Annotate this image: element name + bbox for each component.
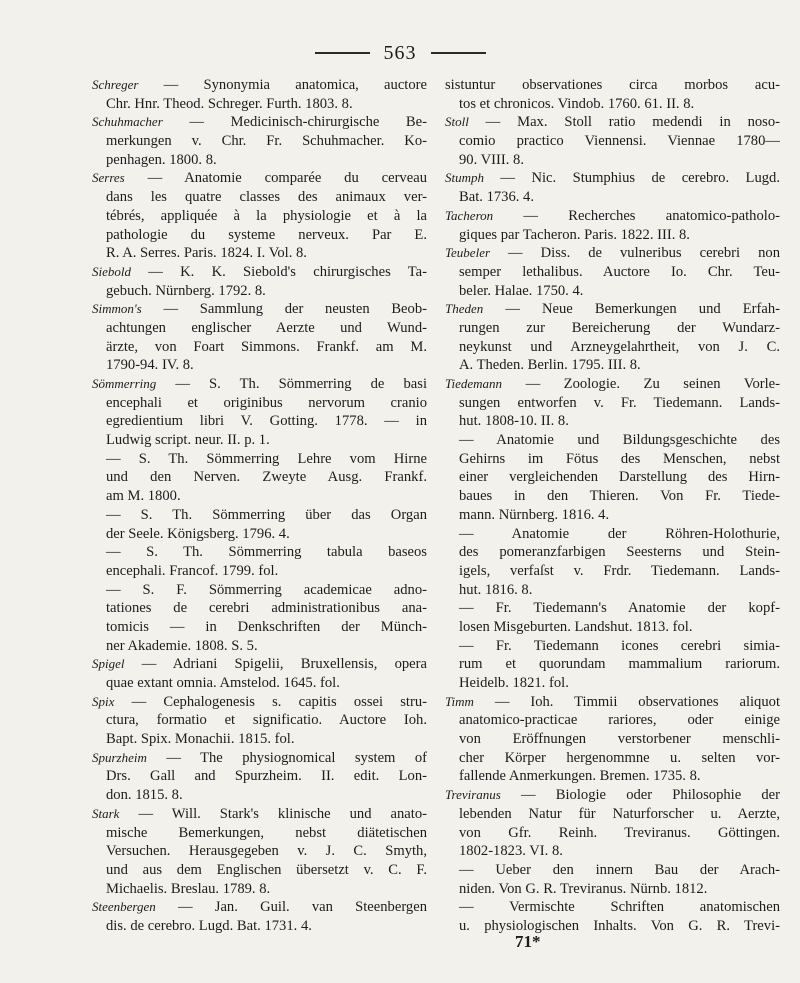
entry-text: — Diss. de vulneribus cerebri non (490, 245, 780, 262)
entry-headword: Schreger (92, 77, 139, 92)
text-line (92, 132, 427, 151)
text-line (445, 749, 780, 768)
entry-text: und den Nerven. Zweyte Ausg. Frankf. (106, 469, 427, 486)
entry-text: — Vermischte Schriften anatomischen (459, 899, 780, 916)
entry-text: mann. Nürnberg. 1816. 4. (459, 506, 610, 523)
entry-text: Gehirns im Fötus des Menschen, nebst (459, 450, 780, 467)
text-line (92, 356, 427, 375)
entry-text: lebenden Natur für Naturforscher u. Aerzte, (459, 805, 780, 822)
entry-text: — Jan. Guil. van Steenbergen (155, 899, 427, 916)
entry-headword: Stoll (445, 114, 469, 130)
text-line (445, 655, 780, 674)
entry-text: tationes de cerebri administrationibus ana- (106, 600, 427, 617)
entry-text: rum et quorundam mammalium rariorum. (459, 656, 780, 673)
entry-text: neykunst und Arzneygelahrtheit, von J. C. (459, 338, 780, 355)
text-line (445, 412, 780, 431)
entry-text: — Medicinisch-chirurgische Be- (162, 114, 427, 131)
text-line (92, 338, 427, 357)
entry-text: A. Theden. Berlin. 1795. III. 8. (459, 357, 641, 374)
text-line (445, 861, 780, 880)
entry-text: ctura, formatio et significatio. Auctore Ioh. (106, 712, 427, 729)
text-line (445, 263, 780, 282)
entry-text: — Will. Stark's klinische und anato- (119, 805, 427, 822)
entry-text: semper lethalibus. Auctore Io. Chr. Teu- (459, 263, 780, 280)
entry-text: merkungen v. Chr. Fr. Schuhmacher. Ko- (106, 133, 427, 150)
entry-text: — Biologie oder Philosophie der (500, 787, 780, 804)
entry-headword: Spurzheim (92, 749, 147, 765)
entry-text: — Recherches anatomico-patholo- (493, 207, 780, 224)
entry-text: Drs. Gall and Spurzheim. II. edit. Lon- (106, 768, 427, 785)
entry-text: cher Körper hergenommne u. selten vor- (459, 749, 780, 766)
entry-text: ner Akademie. 1808. S. 5. (106, 637, 258, 654)
text-line (445, 151, 780, 170)
entry-text: — Zoologie. Zu seinen Vorle- (502, 376, 780, 392)
text-line (92, 263, 427, 282)
text-line (445, 375, 780, 394)
header-rule-right (431, 52, 486, 54)
entry-text: hut. 1816. 8. (459, 581, 533, 598)
text-line (92, 169, 427, 188)
text-line (445, 468, 780, 487)
entry-headword: Schuhmacher (92, 114, 163, 130)
entry-text: und aus dem Englischen übersetzt v. C. F. (106, 861, 427, 878)
entry-text: penhagen. 1800. 8. (106, 151, 217, 168)
text-line (92, 842, 427, 861)
text-line (92, 786, 427, 805)
text-line (445, 637, 780, 656)
entry-text: fallende Anmerkungen. Bremen. 1735. 8. (459, 768, 701, 785)
text-line (445, 356, 780, 375)
entry-text: Michaelis. Breslau. 1789. 8. (106, 880, 271, 897)
entry-text: — S. Th. Sömmerring über das Organ (106, 506, 427, 523)
entry-text: quae extant omnia. Amstelod. 1645. fol. (106, 675, 340, 691)
text-line (92, 487, 427, 506)
text-line (445, 880, 780, 899)
text-line (92, 394, 427, 413)
entry-text: 90. VIII. 8. (459, 151, 524, 168)
entry-text: baues in den Thieren. Von Fr. Tiede- (459, 488, 780, 505)
entry-text: encephali et originibus nervorum cranio (106, 394, 427, 411)
text-line (92, 711, 427, 730)
entry-text: R. A. Serres. Paris. 1824. I. Vol. 8. (106, 245, 307, 262)
text-line (445, 226, 780, 245)
signature-mark: 71* (515, 932, 541, 951)
entry-text: sungen entworfen v. Fr. Tiedemann. Lands- (459, 394, 780, 411)
text-line (92, 581, 427, 600)
text-line (92, 282, 427, 301)
text-line (92, 618, 427, 637)
entry-headword: Theden (445, 301, 484, 317)
entry-headword: Serres (92, 170, 125, 186)
text-line (445, 319, 780, 338)
text-line (92, 730, 427, 749)
text-line (92, 244, 427, 263)
entry-text: Bat. 1736. 4. (459, 189, 534, 206)
text-line (445, 730, 780, 749)
text-line (445, 244, 780, 263)
text-line (92, 824, 427, 843)
entry-headword: Timm (445, 693, 474, 709)
text-line (92, 431, 427, 450)
text-line (445, 842, 780, 861)
entry-text: encephali. Francof. 1799. fol. (106, 562, 279, 579)
entry-text: Heidelb. 1821. fol. (459, 675, 569, 691)
text-line (445, 487, 780, 506)
text-line (92, 450, 427, 469)
text-line (445, 506, 780, 525)
entry-text: dis. de cerebro. Lugd. Bat. 1731. 4. (106, 917, 312, 934)
entry-text: sistuntur observationes circa morbos acu- (445, 77, 780, 93)
entry-text: 1790-94. IV. 8. (106, 357, 194, 374)
entry-text: des pomeranzfarbigen Seesterns und Stein- (459, 544, 780, 561)
text-line (445, 300, 780, 319)
text-line (445, 207, 780, 226)
entry-text: — Sammlung der neusten Beob- (141, 301, 427, 318)
entry-text: giques par Tacheron. Paris. 1822. III. 8. (459, 226, 690, 243)
text-line (445, 132, 780, 151)
text-line (92, 412, 427, 431)
entry-text: — Cephalogenesis s. capitis ossei stru- (114, 693, 427, 710)
entry-text: — Fr. Tiedemann icones cerebri simia- (459, 637, 780, 654)
text-line (92, 95, 427, 114)
entry-headword: Steenbergen (92, 899, 156, 915)
text-line (445, 824, 780, 843)
page-header (0, 36, 800, 70)
entry-text: — Nic. Stumphius de cerebro. Lugd. (484, 170, 780, 187)
entry-text: pathologie du systeme nerveux. Par E. (106, 226, 427, 243)
entry-text: — S. Th. Sömmerring de basi (156, 376, 427, 392)
entry-text: — Anatomie comparée du cerveau (124, 170, 427, 187)
text-line (445, 338, 780, 357)
text-line (92, 599, 427, 618)
entry-text: — Ioh. Timmii observationes aliquot (473, 693, 780, 710)
text-columns (92, 76, 780, 936)
entry-text: — Fr. Tiedemann's Anatomie der kopf- (459, 600, 780, 617)
text-line (92, 674, 427, 693)
entry-text: von Gfr. Reinh. Treviranus. Göttingen. (459, 824, 780, 841)
entry-headword: Spigel (92, 656, 125, 672)
entry-text: mische Bemerkungen, nebst diätetischen (106, 824, 427, 841)
text-line (92, 113, 427, 132)
entry-text: losen Misgeburten. Landshut. 1813. fol. (459, 618, 693, 635)
entry-headword: Stumph (445, 170, 484, 186)
text-line (445, 805, 780, 824)
text-line (445, 450, 780, 469)
header-rule-left (315, 52, 370, 54)
text-line (92, 562, 427, 581)
entry-text: der Seele. Königsberg. 1796. 4. (106, 525, 290, 542)
right-column (445, 76, 780, 936)
text-line (445, 674, 780, 693)
entry-text: achtungen englischer Aerzte und Wund- (106, 319, 427, 336)
entry-text: — The physiognomical system of (146, 749, 427, 766)
text-line (445, 188, 780, 207)
text-line (445, 581, 780, 600)
entry-text: Versuchen. Herausgegeben v. J. C. Smyth, (106, 843, 427, 860)
text-line (92, 319, 427, 338)
text-line (92, 76, 427, 95)
entry-text: — Adriani Spigelii, Bruxellensis, opera (124, 656, 427, 673)
text-line (445, 711, 780, 730)
text-line (92, 655, 427, 674)
left-column (92, 76, 427, 936)
text-line (445, 169, 780, 188)
text-line (445, 898, 780, 917)
text-line (92, 637, 427, 656)
entry-headword: Tiedemann (445, 376, 503, 391)
entry-text: Chr. Hnr. Theod. Schreger. Furth. 1803. 8. (106, 95, 353, 112)
entry-text: Bapt. Spix. Monachii. 1815. fol. (106, 731, 295, 748)
entry-text: — S. F. Sömmerring academicae adno- (106, 581, 427, 598)
entry-text: — Anatomie und Bildungsgeschichte des (459, 432, 780, 449)
text-line (92, 468, 427, 487)
text-line (92, 300, 427, 319)
text-line (445, 525, 780, 544)
text-line (445, 543, 780, 562)
entry-headword: Stark (92, 805, 120, 821)
text-line (92, 506, 427, 525)
entry-text: tébrés, appliquée à la physiologie et à la (106, 207, 427, 224)
entry-text: am M. 1800. (106, 488, 181, 505)
text-line (445, 599, 780, 618)
entry-text: gebuch. Nürnberg. 1792. 8. (106, 282, 266, 299)
text-line (92, 543, 427, 562)
text-line (445, 394, 780, 413)
entry-text: von Eröffnungen verstorbener menschli- (459, 731, 780, 748)
text-line (445, 562, 780, 581)
text-line (445, 76, 780, 95)
entry-text: einer vergleichenden Darstellung des Hirn- (459, 469, 780, 486)
entry-text: — Synonymia anatomica, auctore (138, 77, 427, 93)
entry-text: u. physiologischen Inhalts. Von G. R. Trevi- (459, 917, 780, 934)
entry-text: — S. Th. Sömmerring Lehre vom Hirne (106, 450, 427, 467)
entry-headword: Teubeler (445, 245, 491, 261)
entry-text: ärzte, von Foart Simmons. Frankf. am M. (106, 338, 427, 355)
entry-headword: Tacheron (445, 207, 494, 223)
text-line (92, 767, 427, 786)
text-line (92, 525, 427, 544)
text-line (92, 749, 427, 768)
entry-headword: Spix (92, 693, 115, 709)
entry-text: rungen zur Bereicherung der Wundarz- (459, 319, 780, 336)
text-line (92, 917, 427, 936)
entry-text: hut. 1808-10. II. 8. (459, 413, 569, 430)
entry-text: comio practico Viennensi. Viennae 1780— (459, 133, 780, 150)
entry-text: don. 1815. 8. (106, 787, 183, 804)
entry-text: niden. Von G. R. Treviranus. Nürnb. 1812. (459, 880, 708, 897)
entry-text: — Max. Stoll ratio medendi in noso- (468, 114, 780, 131)
entry-text: igels, verfaſst v. Frdr. Tiedemann. Lands- (459, 562, 780, 579)
text-line (445, 95, 780, 114)
text-line (92, 375, 427, 394)
entry-text: Ludwig script. neur. II. p. 1. (106, 432, 270, 449)
text-line (92, 861, 427, 880)
text-line (445, 431, 780, 450)
entry-headword: Sömmerring (92, 376, 157, 391)
text-line (92, 898, 427, 917)
text-line (445, 693, 780, 712)
text-line (445, 786, 780, 805)
entry-headword: Simmon's (92, 301, 142, 317)
entry-text: — K. K. Siebold's chirurgisches Ta- (131, 263, 427, 280)
text-line (92, 693, 427, 712)
entry-headword: Treviranus (445, 787, 501, 803)
text-line (92, 188, 427, 207)
entry-text: — S. Th. Sömmerring tabula baseos (106, 544, 427, 561)
entry-text: egredientium libri V. Gotting. 1778. — in (106, 413, 427, 430)
text-line (445, 113, 780, 132)
entry-text: — Neue Bemerkungen und Erfah- (483, 301, 780, 318)
entry-text: tomicis — in Denkschriften der Münch- (106, 618, 427, 635)
entry-text: tos et chronicos. Vindob. 1760. 61. II. 8. (459, 95, 695, 112)
entry-text: anatomico-practicae rariores, oder einige (459, 712, 780, 729)
text-line (92, 880, 427, 899)
text-line (445, 767, 780, 786)
entry-text: 1802-1823. VI. 8. (459, 843, 563, 860)
text-line (92, 151, 427, 170)
entry-headword: Siebold (92, 263, 131, 279)
text-line (445, 282, 780, 301)
page-number: 563 (383, 41, 417, 64)
entry-text: beler. Halae. 1750. 4. (459, 282, 584, 299)
entry-text: — Ueber den innern Bau der Arach- (459, 861, 780, 878)
text-line (92, 805, 427, 824)
text-line (445, 917, 780, 936)
text-line (92, 207, 427, 226)
entry-text: dans les quatre classes des animaux ver- (106, 189, 427, 206)
text-line (92, 226, 427, 245)
entry-text: — Anatomie der Röhren-Holothurie, (459, 525, 780, 542)
text-line (445, 618, 780, 637)
